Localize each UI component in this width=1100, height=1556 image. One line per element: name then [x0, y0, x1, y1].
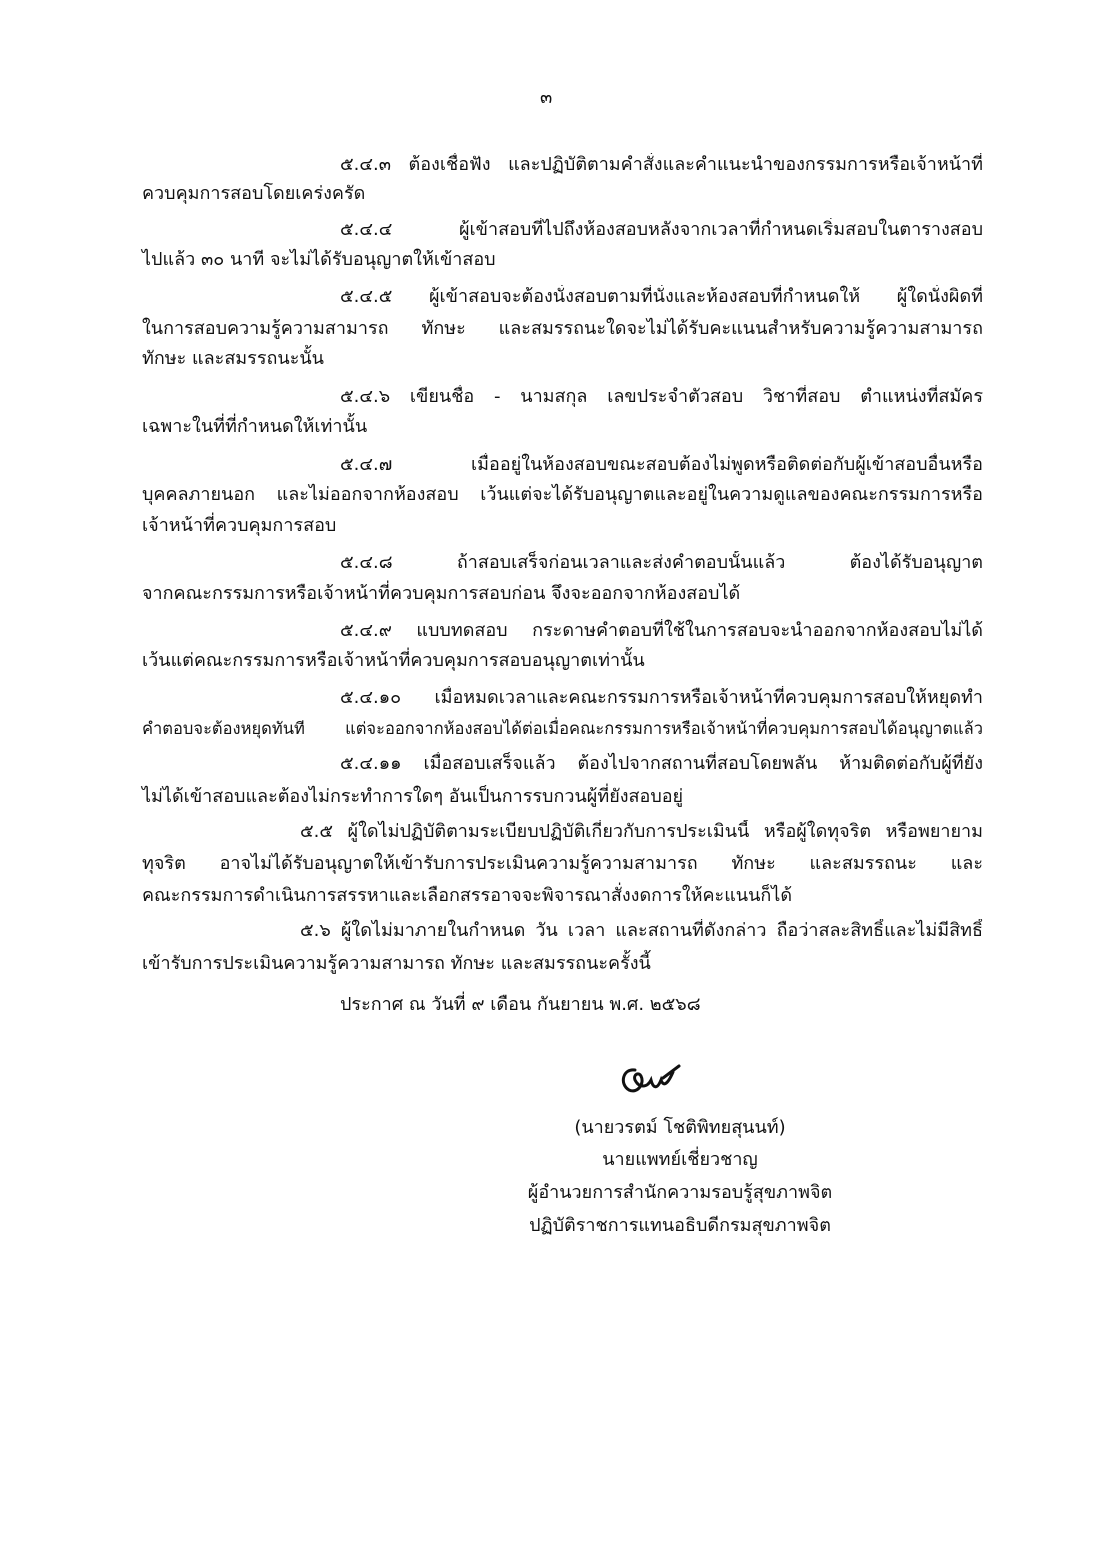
clause-5-4-5: ๕.๔.๕ ผู้เข้าสอบจะต้องนั่งสอบตามที่นั่งและห้องสอบที่กำหนดให้ ผู้ใดนั่งผิดที่ — [340, 286, 983, 307]
signatory-title: นายแพทย์เชี่ยวชาญ — [602, 1149, 758, 1170]
clause-5-4-6: ๕.๔.๖ เขียนชื่อ - นามสกุล เลขประจำตัวสอบ วิชาที่สอบ ตำแหน่งที่สมัคร — [340, 386, 983, 407]
signature-image — [615, 1062, 685, 1098]
clause-5-4-11: ๕.๔.๑๑ เมื่อสอบเสร็จแล้ว ต้องไปจากสถานที่สอบโดยพลัน ห้ามติดต่อกับผู้ที่ยัง — [340, 753, 983, 774]
clause-5-5: ๕.๕ ผู้ใดไม่ปฏิบัติตามระเบียบปฏิบัติเกี่ยวกับการประเมินนี้ หรือผู้ใดทุจริต หรือพยายาม — [300, 821, 983, 842]
clause-5-4-9-cont: เว้นแต่คณะกรรมการหรือเจ้าหน้าที่ควบคุมการสอบอนุญาตเท่านั้น — [142, 650, 645, 671]
clause-5-4-7-cont: เจ้าหน้าที่ควบคุมการสอบ — [142, 515, 337, 536]
signatory-position: ผู้อำนวยการสำนักความรอบรู้สุขภาพจิต — [527, 1182, 833, 1203]
clause-5-4-5-cont: ทักษะ และสมรรถนะนั้น — [142, 348, 324, 369]
clause-5-4-8: ๕.๔.๘ ถ้าสอบเสร็จก่อนเวลาและส่งคำตอบนั้นแล้ว ต้องได้รับอนุญาต — [340, 552, 983, 573]
clause-5-4-10: ๕.๔.๑๐ เมื่อหมดเวลาและคณะกรรมการหรือเจ้าหน้าที่ควบคุมการสอบให้หยุดทำ — [340, 687, 983, 708]
clause-5-6-cont: เข้ารับการประเมินความรู้ความสามารถ ทักษะ และสมรรถนะครั้งนี้ — [142, 953, 651, 974]
clause-5-4-4: ๕.๔.๔ ผู้เข้าสอบที่ไปถึงห้องสอบหลังจากเวลาที่กำหนดเริ่มสอบในตารางสอบ — [340, 219, 983, 240]
clause-5-4-4-cont: ไปแล้ว ๓๐ นาที จะไม่ได้รับอนุญาตให้เข้าสอบ — [142, 249, 496, 270]
clause-5-6: ๕.๖ ผู้ใดไม่มาภายในกำหนด วัน เวลา และสถานที่ดังกล่าว ถือว่าสละสิทธิ์และไม่มีสิทธิ์ — [300, 920, 983, 941]
clause-5-4-8-cont: จากคณะกรรมการหรือเจ้าหน้าที่ควบคุมการสอบก่อน จึงจะออกจากห้องสอบได้ — [142, 583, 741, 604]
clause-5-4-7: ๕.๔.๗ เมื่ออยู่ในห้องสอบขณะสอบต้องไม่พูดหรือติดต่อกับผู้เข้าสอบอื่นหรือ — [340, 454, 983, 475]
clause-5-5-cont: คณะกรรมการดำเนินการสรรหาและเลือกสรรอาจจะพิจารณาสั่งงดการให้คะแนนก็ได้ — [142, 885, 793, 906]
clause-5-4-10-cont: คำตอบจะต้องหยุดทันที แต่จะออกจากห้องสอบได้ต่อเมื่อคณะกรรมการหรือเจ้าหน้าที่ควบคุมการสอบได้อนุญาตแล้ว — [142, 719, 983, 738]
clause-5-4-5-cont: ในการสอบความรู้ความสามารถ ทักษะ และสมรรถนะใดจะไม่ได้รับคะแนนสำหรับความรู้ความสามารถ — [142, 318, 983, 339]
clause-5-4-3: ๕.๔.๓ ต้องเชื่อฟัง และปฏิบัติตามคำสั่งและคำแนะนำของกรรมการหรือเจ้าหน้าที่ — [340, 154, 983, 175]
clause-5-4-3-cont: ควบคุมการสอบโดยเคร่งครัด — [142, 183, 366, 204]
clause-5-4-11-cont: ไม่ได้เข้าสอบและต้องไม่กระทำการใดๆ อันเป็นการรบกวนผู้ที่ยังสอบอยู่ — [142, 786, 684, 807]
clause-5-5-cont: ทุจริต อาจไม่ได้รับอนุญาตให้เข้ารับการประเมินความรู้ความสามารถ ทักษะ และสมรรถนะ และ — [142, 853, 983, 874]
signatory-name: (นายวรตม์ โชติพิทยสุนนท์) — [574, 1117, 786, 1138]
page-number: ๓ — [540, 87, 553, 108]
signatory-acting: ปฏิบัติราชการแทนอธิบดีกรมสุขภาพจิต — [529, 1215, 831, 1236]
clause-5-4-7-cont: บุคคลภายนอก และไม่ออกจากห้องสอบ เว้นแต่จะได้รับอนุญาตและอยู่ในความดูแลของคณะกรรมการหรือ — [142, 484, 983, 505]
clause-5-4-9: ๕.๔.๙ แบบทดสอบ กระดาษคำตอบที่ใช้ในการสอบจะนำออกจากห้องสอบไม่ได้ — [340, 620, 983, 641]
clause-5-4-6-cont: เฉพาะในที่ที่กำหนดให้เท่านั้น — [142, 416, 368, 437]
announcement-date: ประกาศ ณ วันที่ ๙ เดือน กันยายน พ.ศ. ๒๕๖๘ — [340, 994, 701, 1015]
